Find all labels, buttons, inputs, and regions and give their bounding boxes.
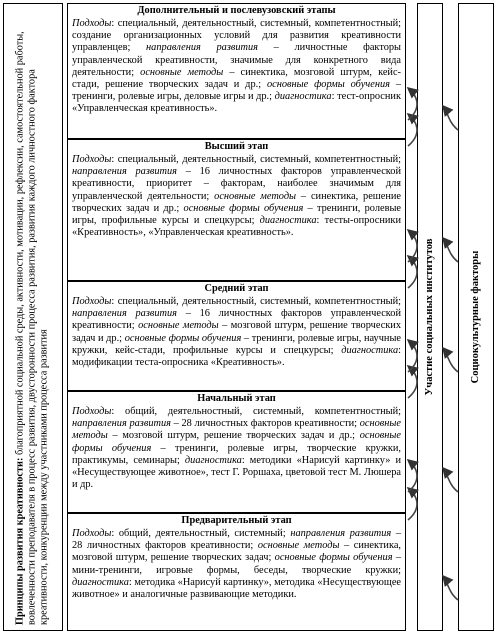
stage-term: Подходы	[72, 528, 112, 540]
stage-term: основные формы обучения	[274, 552, 393, 564]
stage-text: – 28 личностных факторов креативности;	[170, 418, 360, 430]
stage-text: : тест-опросник «Управленческая креативность».	[72, 91, 401, 115]
principles-body: благоприятной социальной среды, активности, мотивации, рефлексии, самостоятельной работы, вовлеченности преподавателя в процесс развития, двусторонности процесса развития, развития каждого личностного фактора креативности, конкуренции между участниками процесса развития	[14, 31, 51, 625]
stage-text: – 16 личностных факторов управленческой креативности, приоритет – факторам, наиболее значимым для управленческой деятельности;	[72, 166, 401, 202]
stage-term: основные методы	[72, 418, 401, 442]
sociocultural-factors-label: Социокультурные факторы	[469, 250, 481, 384]
stage-text: – мини-тренинги, игровые формы, беседы, творческие кружки;	[72, 552, 401, 576]
arrow-socio-4	[443, 468, 458, 492]
stage-term: направления развития	[72, 418, 171, 430]
stage-term: основные методы	[257, 540, 340, 552]
stage-text: – синектика, мозговой штурм, кейс-стади, решение творческих задач и др.;	[72, 66, 401, 90]
stage-term: диагностика	[274, 91, 332, 103]
arrow-socio-2	[443, 238, 458, 262]
stage-title: Дополнительный и послевузовский этапы	[137, 5, 336, 16]
stage-text: – синектика, решение творческих задач и др.;	[72, 190, 402, 214]
stage-term: Подходы	[72, 18, 112, 30]
stage-term: основные методы	[140, 66, 224, 78]
stage-term: основные формы обучения	[72, 430, 401, 454]
stage-text: : методики «Нарисуй картинку» и «Несуществующее животное», тест Г. Роршаха, цветовой тест М. Люшера и др.	[72, 454, 401, 491]
principles-lead: Принципы развития креативности:	[14, 457, 26, 625]
stage-term: основные формы обучения	[124, 332, 242, 344]
social-institutions-label: Участие социальных институтов	[423, 238, 435, 396]
stage-title: Предварительный этап	[181, 515, 292, 526]
stage-text: – 16 личностных факторов управленческой креативности;	[72, 308, 401, 332]
stage-text: : тесты-опросники «Креативность», «Управленческая креативность».	[72, 214, 401, 239]
stage-term: основные формы обучения	[183, 202, 304, 214]
stage-text: : методика «Нарисуй картинку», методика «Несуществующее животное» и аналогичные развивающие методики.	[72, 576, 401, 600]
stage-term: основные методы	[214, 190, 297, 202]
stage-term: Подходы	[72, 296, 112, 308]
stage-text: : общий, деятельностный, системный;	[111, 528, 291, 540]
stage-title: Высший этап	[204, 141, 269, 152]
stage-term: направления развития	[72, 308, 177, 320]
stage-term: Подходы	[72, 154, 112, 166]
stage-text: – личностные факторы управленческой креативности, значимые для конкретного вида деятельности;	[72, 42, 401, 78]
stage-text: : специальный, деятельностный, системный, компетентностный;	[111, 296, 401, 308]
arrow-socio-5	[443, 576, 458, 600]
stage-text: : специальный, деятельностный, системный, компетентностный; создание организационных условий для развития креативности управленцев;	[72, 18, 401, 54]
stage-term: диагностика	[341, 344, 399, 356]
stage-text: – 28 личностных факторов креативности;	[72, 528, 401, 552]
stage-text: – тренинги, ролевые игры, творческие кружки, практикумы, семинары;	[72, 442, 401, 466]
stage-term: диагностика	[72, 576, 129, 588]
stage-title: Начальный этап	[197, 393, 276, 404]
stage-title: Средний этап	[204, 283, 269, 294]
stage-term: основные формы обучения	[266, 78, 390, 90]
stage-term: Подходы	[72, 406, 112, 418]
stage-text: – тренинги, ролевые игры, профильные курсы и спецкурсы;	[72, 202, 401, 226]
arrow-socio-1	[443, 106, 458, 130]
stage-term: диагностика	[184, 454, 242, 466]
stage-term: направления развития	[72, 166, 177, 178]
arrow-socio-3	[443, 348, 458, 372]
stage-text: – синектика, мозговой штурм, решение творческих задач;	[72, 540, 401, 564]
stage-text: : специальный, деятельностный, системный, компетентностный;	[111, 154, 401, 166]
stage-term: направления развития	[146, 42, 258, 54]
stage-text: : модификации теста-опросника «Креативность».	[72, 344, 401, 368]
stage-text: – мозговой штурм, решение творческих задач и др.;	[72, 320, 402, 344]
stage-text: : общий, деятельностный, системный, компетентностный;	[111, 406, 401, 418]
stage-text: – мозговой штурм, решение творческих задач и др.;	[107, 430, 360, 442]
stage-text: – тренинги, ролевые игры, деловые игры и др.;	[72, 78, 401, 103]
stage-term: направления развития	[290, 528, 392, 540]
arrow-up-1	[408, 488, 417, 520]
stage-text: – тренинги, ролевые игры, научные кружки, кейс-стади, профильные курсы и спецкурсы;	[72, 332, 401, 356]
arrow-up-2	[408, 460, 417, 492]
stage-term: диагностика	[259, 214, 317, 226]
stage-term: основные методы	[138, 320, 219, 332]
